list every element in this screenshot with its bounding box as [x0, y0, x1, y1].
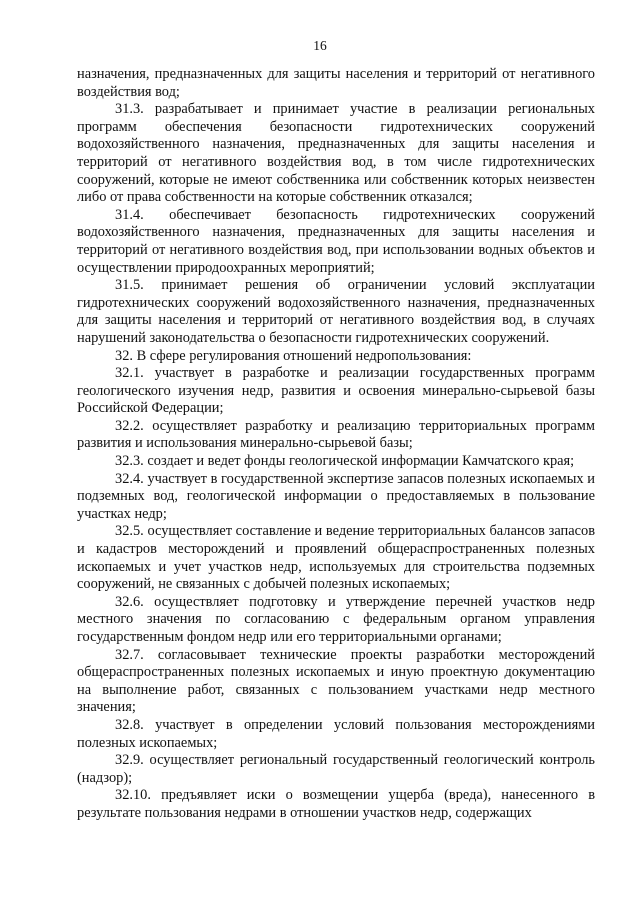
- paragraph: 32.1. участвует в разработке и реализации государственных программ геологического изучения недр, развития и освоения минерально-сырьевой базы Российской Федерации;: [77, 365, 595, 417]
- paragraph: 31.5. принимает решения об ограничении условий эксплуатации гидротехнических сооружений водохозяйственного назначения, предназначенных для защиты населения и территорий от негативного воздействия вод, в случаях нарушений законодательства о безопасности гидротехнических сооружений.: [77, 277, 595, 346]
- paragraph: 31.3. разрабатывает и принимает участие в реализации региональных программ обеспечения безопасности гидротехнических сооружений водохозяйственного назначения, предназначенных для защиты населения и территорий от негативного воздействия вод, в том числе гидротехнических сооружений, которые не имеют собственника или собственник которых неизвестен либо от права собственности на которые собственник отказался;: [77, 101, 595, 206]
- paragraph: назначения, предназначенных для защиты населения и территорий от негативного воздействия вод;: [77, 66, 595, 100]
- page-number: 16: [313, 38, 327, 53]
- document-body: [77, 66, 595, 823]
- paragraph: 31.4. обеспечивает безопасность гидротехнических сооружений водохозяйственного назначения, предназначенных для защиты населения и территорий от негативного воздействия вод, при использовании водных объектов и осуществлении природоохранных мероприятий;: [77, 206, 595, 276]
- paragraph: 32.9. осуществляет региональный государственный геологический контроль (надзор);: [77, 752, 595, 786]
- paragraph: 32.5. осуществляет составление и ведение территориальных балансов запасов и кадастров месторождений и проявлений общераспространенных полезных ископаемых и учет участков недр, используемых для строительства подземных сооружений, не связанных с добычей полезных ископаемых;: [77, 523, 595, 593]
- paragraph: 32. В сфере регулирования отношений недропользования:: [115, 347, 472, 364]
- paragraph: 32.6. осуществляет подготовку и утверждение перечней участков недр местного значения по согласованию с федеральным органом управления государственным фондом недр или его территориальными органами;: [77, 593, 595, 645]
- paragraph: 32.4. участвует в государственной экспертизе запасов полезных ископаемых и подземных вод, геологической информации о предоставляемых в пользование участках недр;: [77, 470, 595, 522]
- paragraph: 32.2. осуществляет разработку и реализацию территориальных программ развития и использования минерально-сырьевой базы;: [77, 417, 595, 452]
- paragraph: 32.8. участвует в определении условий пользования месторождениями полезных ископаемых;: [77, 716, 595, 751]
- paragraph: 32.10. предъявляет иски о возмещении ущерба (вреда), нанесенного в результате пользования недрами в отношении участков недр, содержащих: [77, 787, 595, 821]
- paragraph: 32.3. создает и ведет фонды геологической информации Камчатского края;: [115, 453, 575, 470]
- paragraph: 32.7. согласовывает технические проекты разработки месторождений общераспространенных полезных ископаемых и иную проектную документацию на выполнение работ, связанных с пользованием участками недр местного значения;: [77, 646, 595, 716]
